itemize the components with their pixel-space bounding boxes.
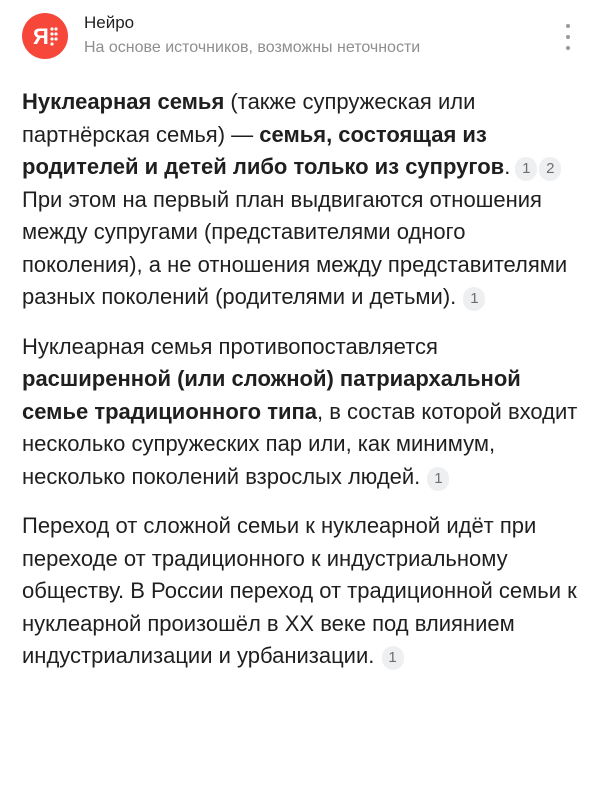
text: Нуклеарная семья противопоставляется [22, 333, 438, 359]
text: При этом на первый план выдвигаются отношения между супругами (представителями одного поколения), а не отношения между представителями разных поколений (родителями и детьми). [22, 186, 568, 309]
text: (также супружеская или партнёрская семья) — [22, 89, 476, 147]
answer-paragraph-3 [22, 510, 582, 673]
text: Переход от сложной семьи к нуклеарной идёт при переходе от традиционного к индустриальному обществу. В России переход от традиционной семьи к нуклеарной произошёл в XX веке под влиянием индустриализации и урбанизации. [22, 513, 577, 668]
source-ref-1[interactable]: 1 [515, 157, 537, 181]
text: . [504, 154, 511, 179]
text: , в состав которой входит несколько супружеских пар или, как минимум, несколько поколений взрослых людей. [22, 398, 578, 489]
term-bold: Нуклеарная семья [22, 89, 225, 114]
answer-header [0, 0, 600, 72]
source-ref-1[interactable]: 1 [382, 646, 404, 670]
answer-paragraph-2 [22, 331, 582, 494]
source-ref-1[interactable]: 1 [463, 287, 485, 311]
header-title: Нейро [84, 13, 135, 32]
neuro-logo-icon [22, 13, 68, 59]
header-subtitle: На основе источников, возможны неточности [84, 39, 421, 56]
definition-bold: семья, состоящая из родителей и детей либо только из супругов [22, 121, 505, 179]
answer-paragraph-1 [22, 86, 582, 314]
source-ref-1[interactable]: 1 [427, 467, 449, 491]
svg-text:Я: Я [33, 24, 49, 49]
answer-content [22, 86, 582, 690]
more-vertical-icon[interactable] [560, 24, 576, 50]
source-ref-2[interactable]: 2 [539, 157, 561, 181]
extended-family-bold: расширенной (или сложной) патриархальной семье традиционного типа [22, 366, 521, 424]
